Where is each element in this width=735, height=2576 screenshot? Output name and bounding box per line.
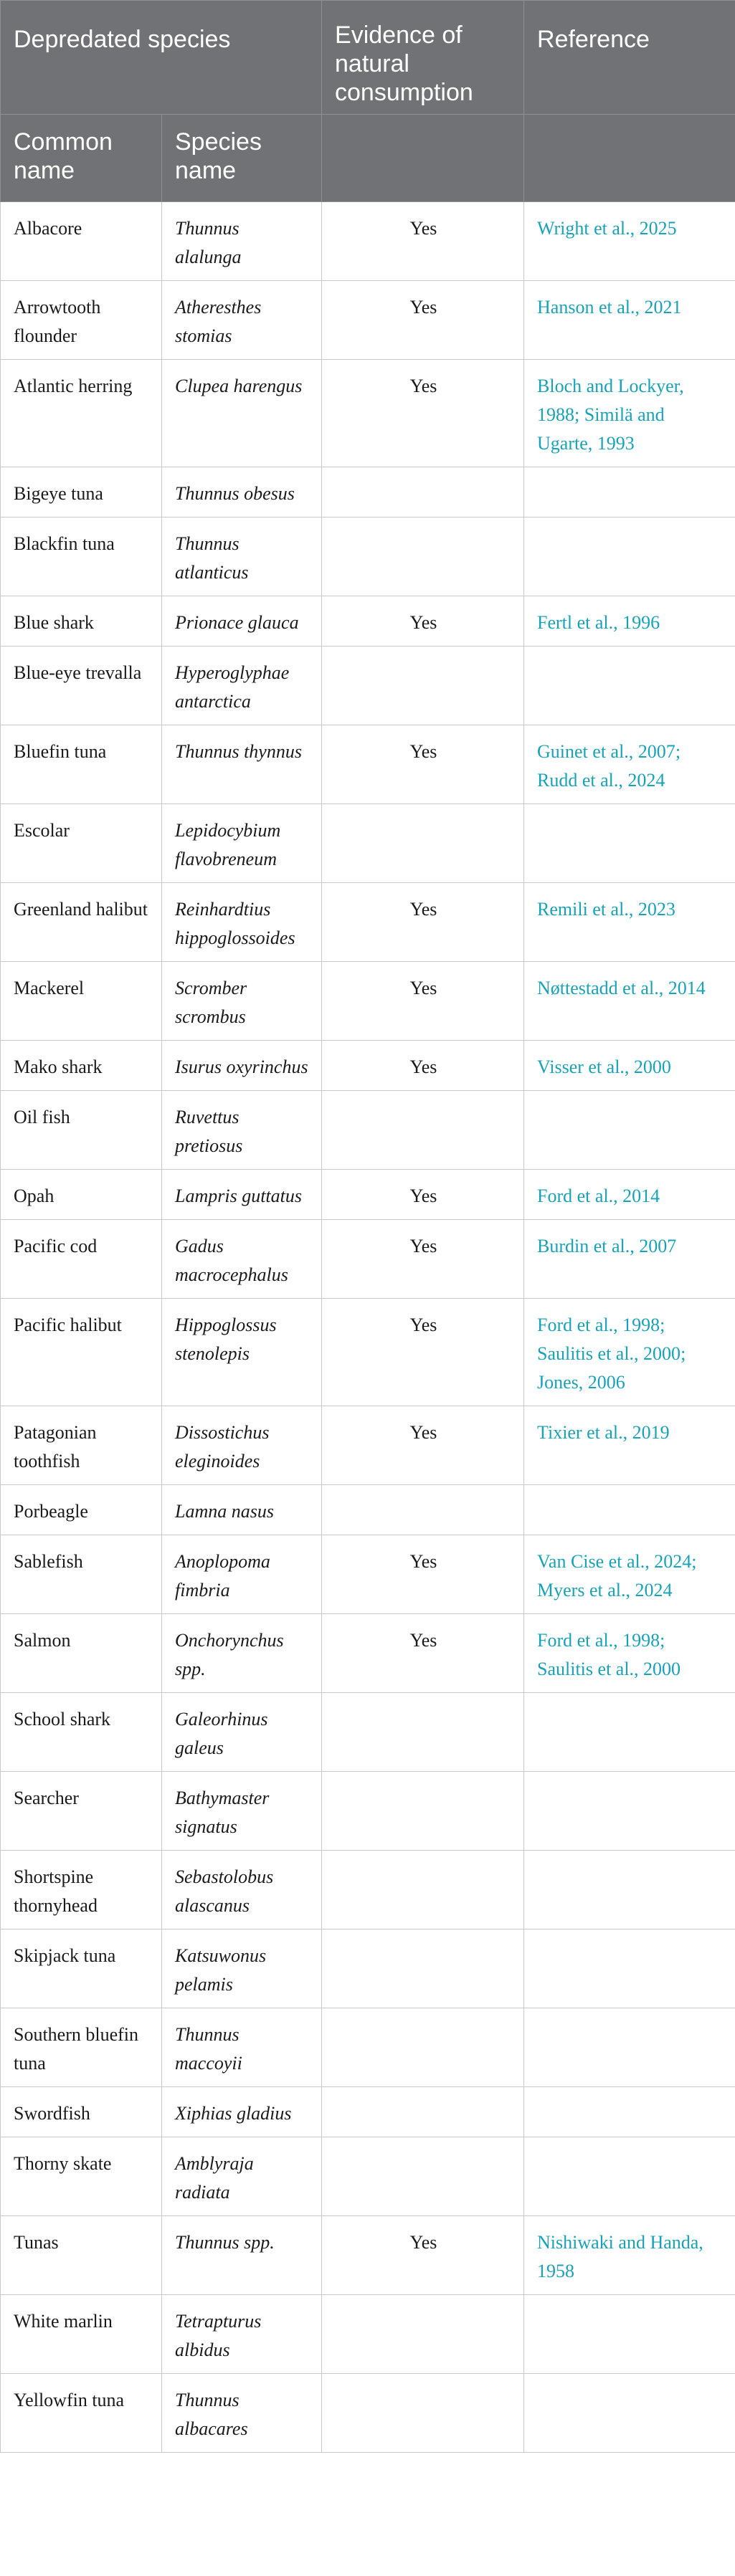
species-name-cell: Ruvettus pretiosus [162,1091,322,1170]
evidence-cell [322,2137,524,2216]
reference-cell [524,1535,735,1614]
evidence-cell: Yes [322,1535,524,1614]
reference-cell [524,1041,735,1091]
reference-cell [524,1220,735,1299]
evidence-cell [322,2087,524,2137]
table-header [1,1,735,202]
species-name-cell: Tetrapturus albidus [162,2295,322,2374]
reference-link[interactable]: Ford et al., 1998 [537,1315,660,1335]
header-reference: Reference [524,1,735,115]
table-body [1,202,735,2453]
species-name-cell: Xiphias gladius [162,2087,322,2137]
evidence-cell: Yes [322,1299,524,1406]
reference-cell [524,1772,735,1851]
table-row [1,1299,735,1406]
species-name-cell: Thunnus maccoyii [162,2008,322,2087]
evidence-cell [322,1929,524,2008]
reference-link[interactable]: Guinet et al., 2007 [537,741,675,762]
common-name-cell: Patagonian toothfish [1,1406,162,1485]
header-evidence: Evidence of natural consumption [322,1,524,115]
reference-cell [524,2374,735,2453]
evidence-cell [322,2008,524,2087]
evidence-cell [322,1693,524,1772]
table-row [1,962,735,1041]
table-row [1,596,735,647]
common-name-cell: Escolar [1,804,162,883]
common-name-cell: Greenland halibut [1,883,162,962]
species-name-cell: Amblyraja radiata [162,2137,322,2216]
common-name-cell: Yellowfin tuna [1,2374,162,2453]
table-row [1,1929,735,2008]
evidence-cell: Yes [322,596,524,647]
common-name-cell: Bluefin tuna [1,725,162,804]
common-name-cell: White marlin [1,2295,162,2374]
header-row-2 [1,115,735,202]
header-common-name: Common name [1,115,162,202]
species-name-cell: Thunnus alalunga [162,202,322,281]
common-name-cell: Pacific cod [1,1220,162,1299]
evidence-cell: Yes [322,1614,524,1693]
common-name-cell: Bigeye tuna [1,467,162,517]
evidence-cell: Yes [322,1041,524,1091]
reference-cell [524,804,735,883]
table-row [1,2087,735,2137]
table-row [1,1170,735,1220]
common-name-cell: Oil fish [1,1091,162,1170]
common-name-cell: Sablefish [1,1535,162,1614]
table-row [1,883,735,962]
species-name-cell: Clupea harengus [162,360,322,467]
evidence-cell: Yes [322,883,524,962]
common-name-cell: Thorny skate [1,2137,162,2216]
reference-link[interactable]: Ford et al., 1998 [537,1630,660,1651]
species-name-cell: Scromber scrombus [162,962,322,1041]
reference-separator: ; [660,1315,665,1335]
species-name-cell: Sebastolobus alascanus [162,1851,322,1929]
reference-link[interactable]: Similä and Ugarte, 1993 [537,404,665,454]
reference-cell [524,1406,735,1485]
table-row [1,1693,735,1772]
reference-link[interactable]: Rudd et al., 2024 [537,770,665,791]
evidence-cell [322,2374,524,2453]
evidence-cell [322,1772,524,1851]
reference-cell [524,1299,735,1406]
common-name-cell: Blue shark [1,596,162,647]
common-name-cell: Shortspine thornyhead [1,1851,162,1929]
reference-cell [524,1614,735,1693]
reference-separator: ; [675,741,681,762]
reference-cell [524,962,735,1041]
reference-cell [524,281,735,360]
reference-cell [524,2295,735,2374]
reference-cell [524,883,735,962]
reference-cell [524,517,735,596]
reference-link[interactable]: Visser et al., 2000 [537,1056,671,1077]
species-name-cell: Thunnus atlanticus [162,517,322,596]
reference-link[interactable]: Saulitis et al., 2000 [537,1659,681,1679]
header-row-1 [1,1,735,115]
evidence-cell [322,1091,524,1170]
evidence-cell [322,467,524,517]
reference-link[interactable]: Remili et al., 2023 [537,899,675,920]
reference-separator: ; [691,1551,697,1572]
reference-cell [524,2087,735,2137]
common-name-cell: Blackfin tuna [1,517,162,596]
reference-link[interactable]: Ford et al., 2014 [537,1186,660,1206]
reference-separator: ; [574,404,584,425]
species-name-cell: Thunnus thynnus [162,725,322,804]
reference-link[interactable]: Nishiwaki and Handa, 1958 [537,2232,703,2281]
common-name-cell: Atlantic herring [1,360,162,467]
table-row [1,1851,735,1929]
common-name-cell: Albacore [1,202,162,281]
reference-cell [524,1851,735,1929]
species-name-cell: Hyperoglyphae antarctica [162,647,322,725]
evidence-cell [322,1851,524,1929]
evidence-cell [322,647,524,725]
evidence-cell [322,1485,524,1535]
evidence-cell: Yes [322,360,524,467]
common-name-cell: School shark [1,1693,162,1772]
reference-cell [524,360,735,467]
table-row [1,2374,735,2453]
species-name-cell: Thunnus obesus [162,467,322,517]
table-row [1,360,735,467]
species-name-cell: Lepidocybium flavobreneum [162,804,322,883]
species-name-cell: Prionace glauca [162,596,322,647]
reference-cell [524,202,735,281]
reference-cell [524,1929,735,2008]
reference-link[interactable]: Jones, 2006 [537,1372,625,1393]
species-name-cell: Hippoglossus stenolepis [162,1299,322,1406]
evidence-cell: Yes [322,725,524,804]
species-name-cell: Thunnus albacares [162,2374,322,2453]
evidence-cell: Yes [322,281,524,360]
header-depredated-species: Depredated species [1,1,322,115]
evidence-cell [322,804,524,883]
table-row [1,2008,735,2087]
evidence-cell: Yes [322,1220,524,1299]
table-row [1,517,735,596]
reference-cell [524,1091,735,1170]
species-name-cell: Anoplopoma fimbria [162,1535,322,1614]
table-row [1,1535,735,1614]
evidence-cell: Yes [322,1170,524,1220]
evidence-cell: Yes [322,962,524,1041]
species-name-cell: Dissostichus eleginoides [162,1406,322,1485]
species-name-cell: Katsuwonus pelamis [162,1929,322,2008]
table-row [1,1772,735,1851]
reference-link[interactable]: Tixier et al., 2019 [537,1422,670,1443]
species-name-cell: Thunnus spp. [162,2216,322,2295]
reference-cell [524,2008,735,2087]
common-name-cell: Mako shark [1,1041,162,1091]
common-name-cell: Southern bluefin tuna [1,2008,162,2087]
table-row [1,1091,735,1170]
reference-link[interactable]: Nøttestadd et al., 2014 [537,978,706,998]
reference-cell [524,1693,735,1772]
table-row [1,2137,735,2216]
species-name-cell: Galeorhinus galeus [162,1693,322,1772]
common-name-cell: Searcher [1,1772,162,1851]
reference-separator: ; [681,1343,686,1364]
table-row [1,1406,735,1485]
common-name-cell: Skipjack tuna [1,1929,162,2008]
reference-cell [524,1485,735,1535]
evidence-cell: Yes [322,2216,524,2295]
reference-link[interactable]: Bloch and Lockyer, 1988 [537,376,684,425]
reference-link[interactable]: Fertl et al., 1996 [537,612,660,633]
reference-link[interactable]: Burdin et al., 2007 [537,1236,677,1256]
table-row [1,725,735,804]
reference-cell [524,2137,735,2216]
species-name-cell: Atheresthes stomias [162,281,322,360]
reference-cell [524,467,735,517]
header-species-name: Species name [162,115,322,202]
table-row [1,804,735,883]
table-row [1,647,735,725]
evidence-cell [322,2295,524,2374]
species-name-cell: Onchorynchus spp. [162,1614,322,1693]
species-name-cell: Isurus oxyrinchus [162,1041,322,1091]
table-row [1,281,735,360]
reference-separator: ; [660,1630,665,1651]
reference-link[interactable]: Wright et al., 2025 [537,218,677,239]
reference-link[interactable]: Hanson et al., 2021 [537,297,682,318]
reference-cell [524,1170,735,1220]
reference-cell [524,647,735,725]
reference-link[interactable]: Myers et al., 2024 [537,1580,673,1601]
table-row [1,202,735,281]
common-name-cell: Blue-eye trevalla [1,647,162,725]
table-row [1,2216,735,2295]
common-name-cell: Tunas [1,2216,162,2295]
common-name-cell: Mackerel [1,962,162,1041]
reference-cell [524,596,735,647]
reference-link[interactable]: Saulitis et al., 2000 [537,1343,681,1364]
common-name-cell: Pacific halibut [1,1299,162,1406]
reference-cell [524,2216,735,2295]
header-empty-evidence [322,115,524,202]
table-row [1,2295,735,2374]
common-name-cell: Swordfish [1,2087,162,2137]
common-name-cell: Opah [1,1170,162,1220]
common-name-cell: Arrowtooth flounder [1,281,162,360]
table-row [1,1485,735,1535]
table-row [1,467,735,517]
reference-cell [524,725,735,804]
species-name-cell: Lampris guttatus [162,1170,322,1220]
species-name-cell: Bathymaster signatus [162,1772,322,1851]
evidence-cell: Yes [322,1406,524,1485]
table-row [1,1614,735,1693]
species-name-cell: Gadus macrocephalus [162,1220,322,1299]
reference-link[interactable]: Van Cise et al., 2024 [537,1551,692,1572]
evidence-cell [322,517,524,596]
common-name-cell: Salmon [1,1614,162,1693]
common-name-cell: Porbeagle [1,1485,162,1535]
evidence-cell: Yes [322,202,524,281]
species-name-cell: Reinhardtius hippoglossoides [162,883,322,962]
table-row [1,1220,735,1299]
species-name-cell: Lamna nasus [162,1485,322,1535]
table-row [1,1041,735,1091]
header-empty-reference [524,115,735,202]
